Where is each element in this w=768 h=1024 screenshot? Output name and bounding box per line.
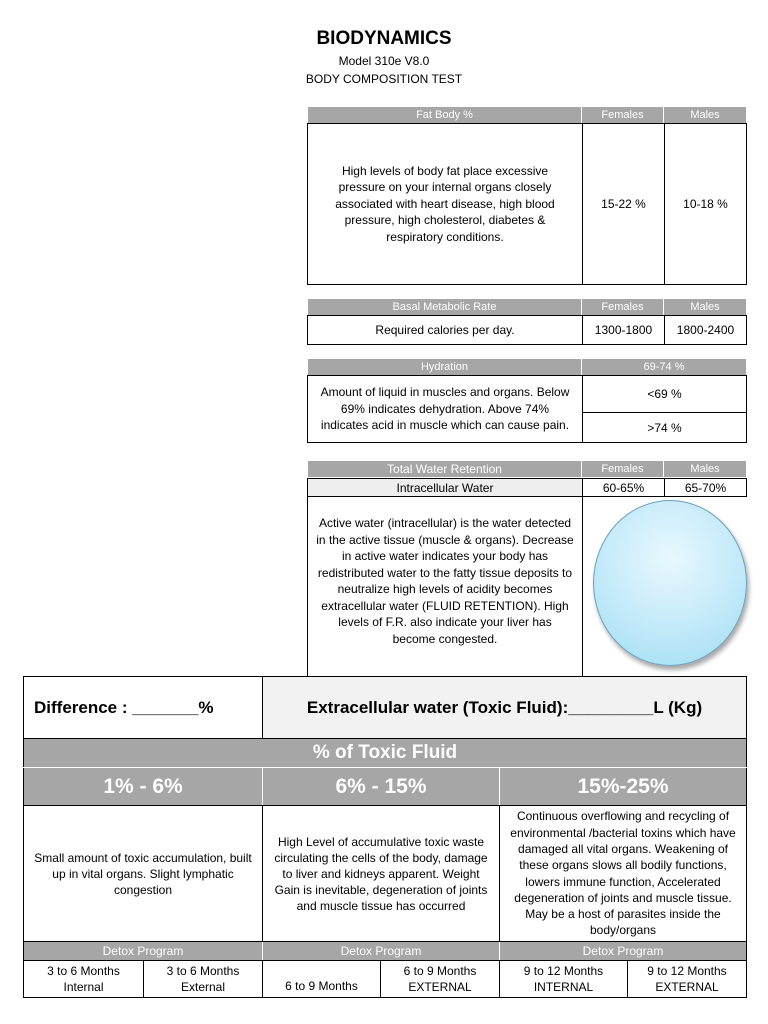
bmr-header-females: Females — [582, 299, 663, 315]
fat-header-label: Fat Body % — [308, 107, 581, 123]
detox-label-3: Detox Program — [500, 942, 747, 960]
page-title: BIODYNAMICS — [316, 28, 452, 49]
level-3-description: Continuous overflowing and recycling of environmental /bacterial toxins which have damaged all vital organs. Weakening of these organs slows all bodily functions, lowers immune function, Accelerated degeneration of joints and muscle tissue. May be a host of parasites inside the body/organs — [499, 805, 747, 942]
range-3: 15%-25% — [500, 768, 747, 805]
detox-label-1: Detox Program — [23, 942, 262, 960]
detox-1b: 3 to 6 Months External — [143, 960, 263, 998]
water-header-males: Males — [664, 461, 746, 477]
fat-header-males: Males — [664, 107, 746, 123]
test-subtitle: BODY COMPOSITION TEST — [305, 72, 463, 86]
fat-females-value: 15-22 % — [582, 123, 665, 285]
fat-males-value: 10-18 % — [664, 123, 747, 285]
toxic-title: % of Toxic Fluid — [23, 739, 747, 767]
water-header-females: Females — [582, 461, 663, 477]
detox-1a: 3 to 6 Months Internal — [23, 960, 144, 998]
fat-description: High levels of body fat place excessive pressure on your internal organs closely associated with heart disease, high blood pressure, high cholesterol, diabetes & respiratory conditions. — [307, 123, 583, 285]
range-2: 6% - 15% — [263, 768, 499, 805]
intracellular-males-value: 65-70% — [664, 478, 747, 497]
detox-label-2: Detox Program — [263, 942, 499, 960]
bmr-females-value: 1300-1800 — [582, 315, 665, 345]
level-1-description: Small amount of toxic accumulation, built up in vital organs. Slight lymphatic congestion — [23, 805, 263, 942]
detox-3b: 9 to 12 Months EXTERNAL — [627, 960, 747, 998]
detox-2a: 6 to 9 Months — [262, 960, 381, 998]
bmr-description: Required calories per day. — [307, 315, 583, 345]
intracellular-label: Intracellular Water — [307, 478, 583, 497]
extracellular-field[interactable]: Extracellular water (Toxic Fluid):_________L (Kg) — [262, 676, 747, 739]
range-1: 1% - 6% — [23, 768, 262, 805]
intracellular-females-value: 60-65% — [582, 478, 665, 497]
water-description: Active water (intracellular) is the water detected in the active tissue (muscle & organs). Decrease in active water indicates your body has redistributed water to the fatty tissue deposits to neutralize high levels of acidity becomes extracellular water (FLUID RETENTION). High levels of F.R. also indicate your liver has become congested. — [307, 496, 583, 678]
level-2-description: High Level of accumulative toxic waste circulating the cells of the body, damage to liver and kidneys apparent. Weight Gain is inevitable, degeneration of joints and muscle tissue has occurred — [262, 805, 500, 942]
hydration-header-label: Hydration — [308, 359, 581, 375]
bmr-header-males: Males — [664, 299, 746, 315]
detox-3a: 9 to 12 Months INTERNAL — [499, 960, 628, 998]
water-header-label: Total Water Retention — [308, 461, 581, 477]
hydration-low-value: <69 % — [582, 375, 747, 413]
model-label: Model 310e V8.0 — [338, 54, 430, 68]
hydration-header-range: 69-74 % — [582, 359, 746, 375]
hydration-description: Amount of liquid in muscles and organs. Below 69% indicates dehydration. Above 74% indicates acid in muscle which can cause pain. — [307, 375, 583, 443]
fat-header-females: Females — [582, 107, 663, 123]
bmr-header-label: Basal Metabolic Rate — [308, 299, 581, 315]
detox-2b: 6 to 9 Months EXTERNAL — [380, 960, 500, 998]
hydration-high-value: >74 % — [582, 412, 747, 443]
bmr-males-value: 1800-2400 — [664, 315, 747, 345]
difference-field[interactable]: Difference : _______% — [23, 676, 263, 739]
water-circle-graphic — [593, 500, 747, 666]
